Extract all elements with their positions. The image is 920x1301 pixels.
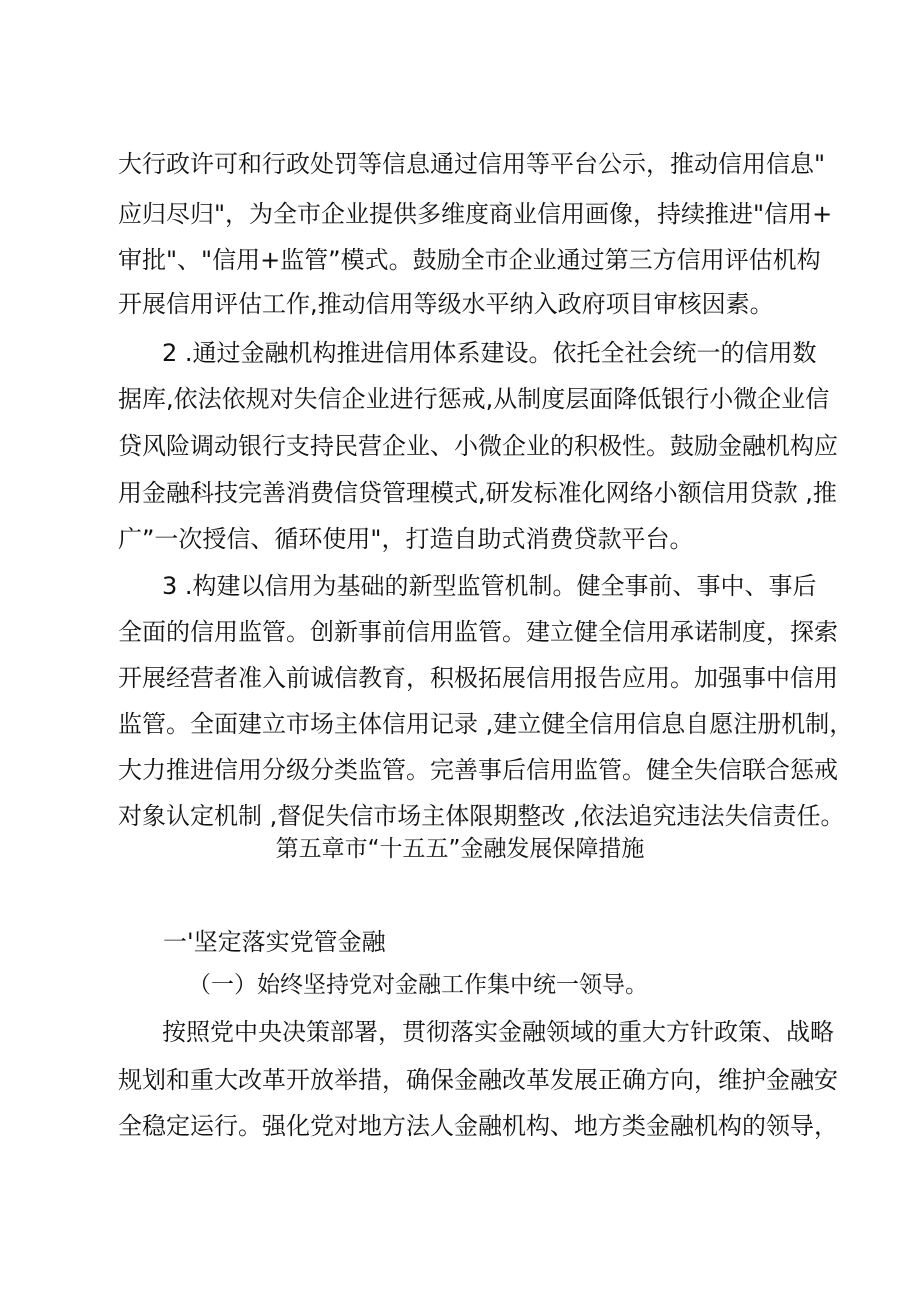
body-line: 应归尽归"，为全市企业提供多维度商业信用画像，持续推进"信用+ — [118, 200, 833, 228]
body-line: 贷风险调动银行支持民营企业、小微企业的积极性。鼓励金融机构应 — [118, 432, 838, 460]
body-line: 开展经营者准入前诚信教育，积极拓展信用报告应用。加强事中信用 — [118, 664, 838, 692]
body-line: 广”一次授信、循环使用"，打造自助式消费贷款平台。 — [118, 525, 694, 553]
subsection-heading: （一）始终坚持党对金融工作集中统一领导。 — [188, 972, 648, 998]
chapter-title: 第五章市“十五五”金融发展保障措施 — [275, 836, 645, 862]
section-heading: 一'坚定落实党管金融 — [163, 928, 386, 956]
body-line: 据库,依法依规对失信企业进行惩戒,从制度层面降低银行小微企业信 — [118, 385, 830, 413]
body-line: 监管。全面建立市场主体信用记录 ,建立健全信用信息自愿注册机制， — [118, 710, 854, 738]
body-line: 大力推进信用分级分类监管。完善事后信用监管。健全失信联合惩戒 — [118, 756, 838, 784]
body-line: 用金融科技完善消费信贷管理模式,研发标准化网络小额信用贷款 ,推 — [118, 479, 837, 507]
body-line: 规划和重大改革开放举措，确保金融改革发展正确方向，维护金融安 — [118, 1066, 838, 1094]
body-line: 对象认定机制 ,督促失信市场主体限期整改 ,依法追究违法失信责任。 — [118, 802, 845, 830]
body-line: 全稳定运行。强化党对地方法人金融机构、地方类金融机构的领导， — [118, 1112, 838, 1140]
body-line: 大行政许可和行政处罚等信息通过信用等平台公示，推动信用信息" — [118, 150, 826, 178]
body-line: 开展信用评估工作,推动信用等级水平纳入政府项目审核因素。 — [118, 290, 774, 318]
body-paragraph-start: 按照党中央决策部署，贯彻落实金融领域的重大方针政策、战略 — [162, 1018, 834, 1046]
body-line: 审批"、"信用+监管”模式。鼓励全市企业通过第三方信用评估机构 — [118, 246, 821, 274]
numbered-paragraph-2: 2 .通过金融机构推进信用体系建设。依托全社会统一的信用数 — [162, 339, 817, 367]
body-line: 全面的信用监管。创新事前信用监管。建立健全信用承诺制度，探索 — [118, 618, 838, 646]
numbered-paragraph-3: 3 .构建以信用为基础的新型监管机制。健全事前、事中、事后 — [162, 572, 817, 600]
